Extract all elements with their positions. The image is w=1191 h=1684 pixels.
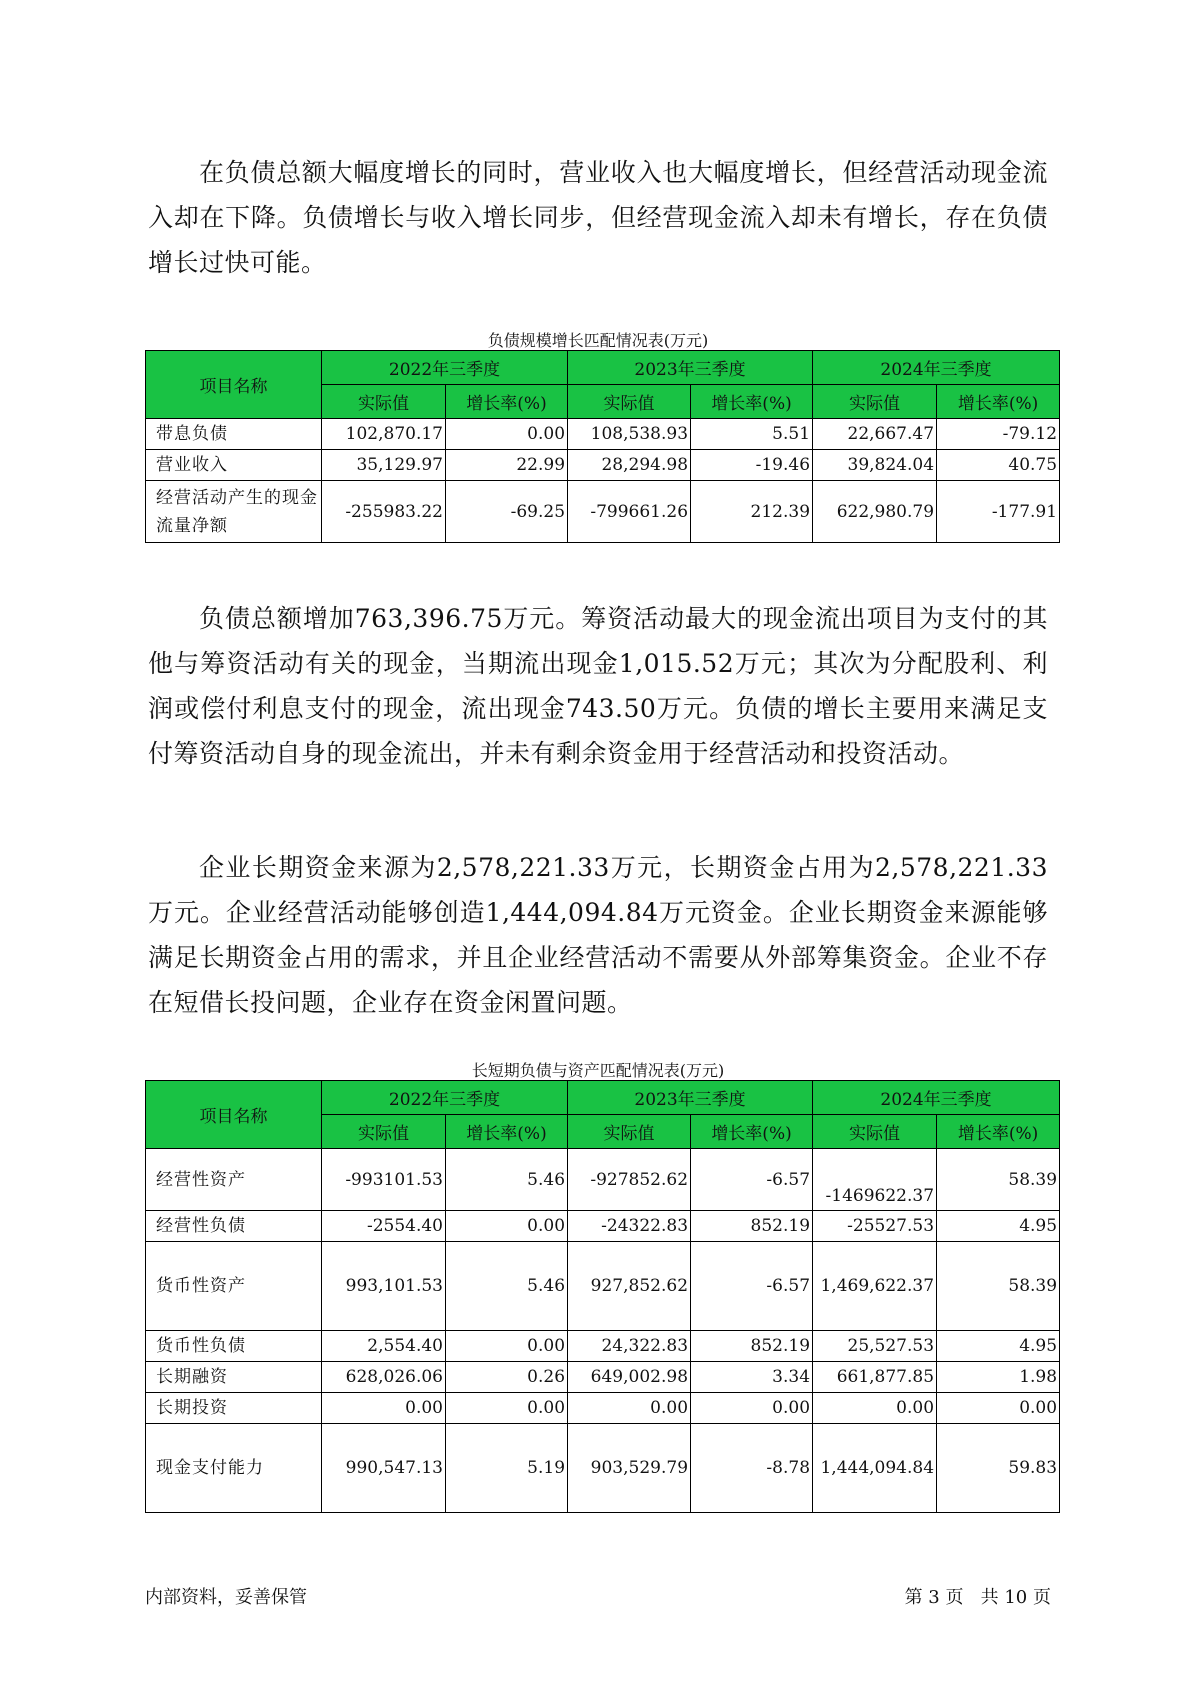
row-label: 现金支付能力 [146,1424,322,1513]
paragraph-2: 负债总额增加763,396.75万元。筹资活动最大的现金流出项目为支付的其他与筹资活动有关的现金，当期流出现金1,015.52万元；其次为分配股利、利润或偿付利息支付的现金，流出现金743.50万元。负债的增长主要用来满足支付筹资活动自身的现金流出，并未有剩余资金用于经营活动和投资活动。 [148,604,1048,768]
actual-value-cell: 622,980.79 [813,481,937,543]
table-row [146,1149,1060,1211]
growth-rate-cell: 40.75 [937,450,1060,481]
table2-caption: 长短期负债与资产匹配情况表(万元) [471,1061,725,1080]
table-row [146,1393,1060,1424]
actual-value-cell: -799661.26 [568,481,691,543]
paragraph-3: 企业长期资金来源为2,578,221.33万元，长期资金占用为2,578,221.33万元。企业经营活动能够创造1,444,094.84万元资金。企业长期资金来源能够满足长期资金占用的需求，并且企业经营活动不需要从外部筹集资金。企业不存在短借长投问题，企业存在资金闲置问题。 [148,853,1048,1017]
actual-value-header: 实际值 [813,385,937,419]
period-header-2022: 2022年三季度 [322,351,568,385]
growth-rate-header: 增长率(%) [446,385,568,419]
growth-rate-header: 增长率(%) [691,1115,813,1149]
row-label: 经营性资产 [146,1149,322,1211]
actual-value-cell: 35,129.97 [322,450,446,481]
item-name-header: 项目名称 [146,351,322,419]
actual-value-cell: -993101.53 [322,1149,446,1211]
growth-rate-cell: 852.19 [691,1211,813,1242]
growth-rate-cell: 5.46 [446,1242,568,1331]
table1-liability-growth [145,350,1060,543]
actual-value-cell: 1,444,094.84 [813,1424,937,1513]
footer-confidential-note: 内部资料，妥善保管 [145,1587,307,1608]
actual-value-cell: -255983.22 [322,481,446,543]
growth-rate-header: 增长率(%) [937,1115,1060,1149]
actual-value-cell: 25,527.53 [813,1331,937,1362]
table-row [146,1331,1060,1362]
growth-rate-header: 增长率(%) [446,1115,568,1149]
period-header-2024: 2024年三季度 [813,351,1060,385]
growth-rate-header: 增长率(%) [937,385,1060,419]
actual-value-header: 实际值 [322,385,446,419]
row-label: 带息负债 [146,419,322,450]
growth-rate-cell: 59.83 [937,1424,1060,1513]
row-label: 营业收入 [146,450,322,481]
growth-rate-cell: 0.00 [446,1331,568,1362]
actual-value-cell: 1,469,622.37 [813,1242,937,1331]
growth-rate-cell: 5.19 [446,1424,568,1513]
growth-rate-cell: 5.51 [691,419,813,450]
actual-value-cell: 2,554.40 [322,1331,446,1362]
actual-value-cell: 927,852.62 [568,1242,691,1331]
paragraph-1: 在负债总额大幅度增长的同时，营业收入也大幅度增长，但经营活动现金流入却在下降。负债增长与收入增长同步，但经营现金流入却未有增长，存在负债增长过快可能。 [148,158,1048,277]
growth-rate-cell: 0.00 [446,1211,568,1242]
growth-rate-cell: 58.39 [937,1149,1060,1211]
actual-value-cell: 0.00 [322,1393,446,1424]
actual-value-header: 实际值 [568,385,691,419]
growth-rate-cell: 0.00 [446,1393,568,1424]
period-header-2023: 2023年三季度 [568,1081,813,1115]
row-label: 长期投资 [146,1393,322,1424]
actual-value-cell: -24322.83 [568,1211,691,1242]
actual-value-cell: -2554.40 [322,1211,446,1242]
actual-value-cell: 0.00 [568,1393,691,1424]
growth-rate-cell: 0.00 [446,419,568,450]
period-header-2023: 2023年三季度 [568,351,813,385]
row-label: 经营性负债 [146,1211,322,1242]
growth-rate-cell: 22.99 [446,450,568,481]
actual-value-cell: -927852.62 [568,1149,691,1211]
actual-value-cell: 24,322.83 [568,1331,691,1362]
actual-value-cell: 108,538.93 [568,419,691,450]
actual-value-cell: 649,002.98 [568,1362,691,1393]
table-row [146,1242,1060,1331]
growth-rate-cell: -69.25 [446,481,568,543]
growth-rate-cell: 0.26 [446,1362,568,1393]
actual-value-header: 实际值 [322,1115,446,1149]
growth-rate-cell: -79.12 [937,419,1060,450]
growth-rate-cell: 5.46 [446,1149,568,1211]
table1-caption: 负债规模增长匹配情况表(万元) [487,331,709,350]
growth-rate-cell: 1.98 [937,1362,1060,1393]
growth-rate-cell: -6.57 [691,1149,813,1211]
actual-value-header: 实际值 [813,1115,937,1149]
actual-value-cell: 628,026.06 [322,1362,446,1393]
actual-value-header: 实际值 [568,1115,691,1149]
actual-value-cell: -1469622.37 [813,1149,937,1211]
period-header-2022: 2022年三季度 [322,1081,568,1115]
row-label: 长期融资 [146,1362,322,1393]
row-label: 货币性负债 [146,1331,322,1362]
footer-page-number: 第 3 页 共 10 页 [904,1587,1051,1608]
growth-rate-cell: 3.34 [691,1362,813,1393]
growth-rate-cell: 212.39 [691,481,813,543]
actual-value-cell: 993,101.53 [322,1242,446,1331]
actual-value-cell: 28,294.98 [568,450,691,481]
table-row [146,481,1060,543]
growth-rate-cell: 58.39 [937,1242,1060,1331]
actual-value-cell: 990,547.13 [322,1424,446,1513]
table-row [146,1211,1060,1242]
row-label: 货币性资产 [146,1242,322,1331]
growth-rate-cell: 4.95 [937,1331,1060,1362]
growth-rate-cell: -19.46 [691,450,813,481]
actual-value-cell: 39,824.04 [813,450,937,481]
growth-rate-cell: -8.78 [691,1424,813,1513]
table-row [146,1424,1060,1513]
growth-rate-cell: 4.95 [937,1211,1060,1242]
growth-rate-cell: 0.00 [937,1393,1060,1424]
period-header-2024: 2024年三季度 [813,1081,1060,1115]
table-row [146,450,1060,481]
growth-rate-cell: 852.19 [691,1331,813,1362]
item-name-header: 项目名称 [146,1081,322,1149]
actual-value-cell: -25527.53 [813,1211,937,1242]
row-label: 经营活动产生的现金流量净额 [146,481,322,543]
growth-rate-header: 增长率(%) [691,385,813,419]
actual-value-cell: 22,667.47 [813,419,937,450]
actual-value-cell: 661,877.85 [813,1362,937,1393]
growth-rate-cell: 0.00 [691,1393,813,1424]
actual-value-cell: 102,870.17 [322,419,446,450]
growth-rate-cell: -177.91 [937,481,1060,543]
actual-value-cell: 903,529.79 [568,1424,691,1513]
actual-value-cell: 0.00 [813,1393,937,1424]
table-row [146,1362,1060,1393]
growth-rate-cell: -6.57 [691,1242,813,1331]
table2-liability-asset-match [145,1080,1060,1513]
table-row [146,419,1060,450]
